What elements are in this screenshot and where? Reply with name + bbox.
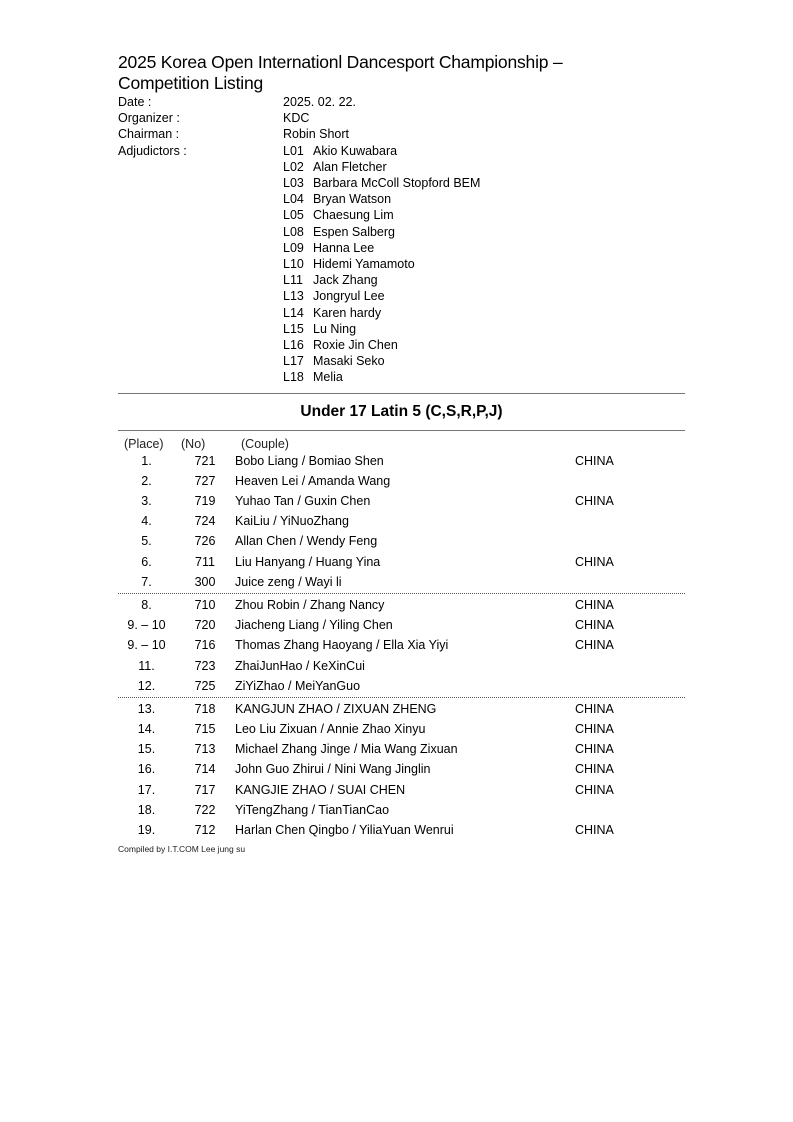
adjudicator-code: L04: [283, 192, 304, 207]
country-cell: CHINA: [575, 618, 614, 633]
couple-cell: KaiLiu / YiNuoZhang: [235, 514, 349, 529]
country-cell: [575, 531, 685, 551]
adjudicator-item: [283, 159, 685, 175]
number-cell: 718: [194, 701, 216, 716]
number-cell: 713: [194, 742, 216, 757]
adjudicator-item: [283, 288, 685, 304]
adjudicator-code: L09: [283, 240, 304, 255]
adjudicator-code: L03: [283, 176, 304, 191]
couple-cell: Heaven Lei / Amanda Wang: [235, 473, 391, 488]
number-cell: 722: [194, 802, 216, 817]
couple-cell: Michael Zhang Jinge / Mia Wang Zixuan: [235, 742, 458, 757]
adjudicator-code: L16: [283, 338, 304, 353]
place-cell: 8.: [141, 597, 152, 612]
number-cell: 716: [194, 638, 216, 653]
number-cell: 300: [194, 574, 216, 589]
couple-cell: Liu Hanyang / Huang Yina: [235, 554, 381, 569]
place-cell: 7.: [141, 574, 152, 589]
adjudicator-code: L17: [283, 354, 304, 369]
place-cell: 4.: [141, 514, 152, 529]
footer-credit: Compiled by I.T.COM Lee jung su: [118, 844, 246, 855]
table-row: [118, 451, 685, 471]
table-row: [118, 739, 685, 759]
place-cell: 12.: [137, 678, 156, 693]
organizer-label: Organizer :: [118, 111, 180, 126]
adjudicator-item: [283, 272, 685, 288]
number-cell: 725: [194, 678, 216, 693]
couple-cell: Allan Chen / Wendy Feng: [235, 534, 378, 549]
couple-cell: Leo Liu Zixuan / Annie Zhao Xinyu: [235, 722, 426, 737]
table-row: [118, 531, 685, 551]
header-place: (Place): [124, 436, 164, 451]
document-page: [118, 52, 685, 854]
adjudicator-name: Alan Fletcher: [313, 159, 387, 174]
number-cell: 719: [194, 494, 216, 509]
adjudicator-code: L13: [283, 289, 304, 304]
couple-cell: KANGJIE ZHAO / SUAI CHEN: [235, 782, 406, 797]
table-row: [118, 635, 685, 655]
adjudicator-name: Barbara McColl Stopford BEM: [313, 176, 481, 191]
date-value: 2025. 02. 22.: [283, 95, 356, 109]
adjudicators-label: Adjudictors :: [118, 143, 187, 158]
adjudicator-name: Hidemi Yamamoto: [313, 257, 415, 272]
country-cell: [575, 656, 685, 676]
couple-cell: Harlan Chen Qingbo / YiliaYuan Wenrui: [235, 823, 454, 838]
country-cell: [575, 572, 685, 592]
country-cell: CHINA: [575, 823, 614, 838]
place-cell: 17.: [137, 782, 156, 797]
table-row: [118, 491, 685, 511]
number-cell: 724: [194, 514, 216, 529]
adjudicator-name: Jack Zhang: [313, 273, 378, 288]
number-cell: 717: [194, 782, 216, 797]
adjudicator-item: [283, 353, 685, 369]
adjudicator-item: [283, 305, 685, 321]
adjudicator-item: [283, 143, 685, 159]
number-cell: 711: [195, 554, 215, 569]
meta-adjudicators: [118, 143, 685, 386]
meta-organizer: [118, 110, 685, 126]
couple-cell: Thomas Zhang Haoyang / Ella Xia Yiyi: [235, 638, 449, 653]
table-row: [118, 800, 685, 820]
country-cell: CHINA: [575, 453, 614, 468]
adjudicator-code: L05: [283, 208, 304, 223]
adjudicator-item: [283, 207, 685, 223]
event-title: Under 17 Latin 5 (C,S,R,P,J): [300, 402, 503, 420]
place-cell: 15.: [137, 742, 156, 757]
couple-cell: Jiacheng Liang / Yiling Chen: [235, 618, 393, 633]
adjudicator-item: [283, 240, 685, 256]
adjudicator-item: [283, 337, 685, 353]
couple-cell: John Guo Zhirui / Nini Wang Jinglin: [235, 762, 431, 777]
document-title: [118, 52, 685, 94]
table-row: [118, 615, 685, 635]
couple-cell: KANGJUN ZHAO / ZIXUAN ZHENG: [235, 701, 437, 716]
place-cell: 13.: [137, 701, 156, 716]
adjudicator-name: Bryan Watson: [313, 192, 392, 207]
table-row: [118, 820, 685, 840]
country-cell: [575, 471, 685, 491]
adjudicator-list: [283, 143, 685, 386]
table-row: [118, 780, 685, 800]
place-cell: 9. – 10: [127, 618, 166, 633]
place-cell: 16.: [137, 762, 156, 777]
adjudicator-code: L08: [283, 224, 304, 239]
adjudicator-code: L10: [283, 257, 304, 272]
title-line-2: Competition Listing: [118, 73, 264, 93]
number-cell: 714: [194, 762, 216, 777]
column-header: [118, 431, 685, 451]
header-no: (No): [181, 436, 206, 451]
country-cell: [575, 676, 685, 696]
adjudicator-code: L15: [283, 321, 304, 336]
chairman-value: Robin Short: [283, 127, 350, 142]
place-cell: 2.: [141, 473, 152, 488]
adjudicator-code: L01: [283, 143, 304, 158]
table-row: [118, 676, 685, 696]
country-cell: CHINA: [575, 762, 614, 777]
adjudicator-code: L14: [283, 305, 304, 320]
table-row: [118, 656, 685, 676]
number-cell: 712: [194, 823, 216, 838]
adjudicator-item: [283, 321, 685, 337]
number-cell: 710: [194, 597, 216, 612]
adjudicator-item: [283, 256, 685, 272]
couple-cell: ZiYiZhao / MeiYanGuo: [235, 678, 361, 693]
place-cell: 19.: [137, 823, 156, 838]
couple-cell: Yuhao Tan / Guxin Chen: [235, 494, 371, 509]
date-label: Date :: [118, 95, 152, 109]
adjudicator-code: L18: [283, 370, 304, 385]
group-separator: [118, 593, 685, 594]
adjudicator-name: Chaesung Lim: [313, 208, 394, 223]
number-cell: 720: [194, 618, 216, 633]
couple-cell: YiTengZhang / TianTianCao: [235, 802, 390, 817]
adjudicator-name: Hanna Lee: [313, 240, 375, 255]
table-row: [118, 572, 685, 592]
table-row: [118, 595, 685, 615]
place-cell: 9. – 10: [127, 638, 166, 653]
adjudicator-item: [283, 191, 685, 207]
couple-cell: Juice zeng / Wayi li: [235, 574, 342, 589]
place-cell: 11.: [138, 658, 155, 673]
couple-cell: Zhou Robin / Zhang Nancy: [235, 597, 385, 612]
number-cell: 723: [194, 658, 216, 673]
country-cell: CHINA: [575, 742, 614, 757]
country-cell: CHINA: [575, 597, 614, 612]
place-cell: 3.: [141, 494, 152, 509]
chairman-label: Chairman :: [118, 127, 180, 142]
adjudicator-name: Akio Kuwabara: [313, 143, 398, 158]
organizer-value: KDC: [283, 111, 310, 126]
table-row: [118, 511, 685, 531]
group-separator: [118, 697, 685, 698]
country-cell: CHINA: [575, 701, 614, 716]
place-cell: 14.: [137, 722, 156, 737]
adjudicator-name: Lu Ning: [313, 321, 357, 336]
place-cell: 5.: [141, 534, 152, 549]
table-row: [118, 699, 685, 719]
country-cell: CHINA: [575, 554, 614, 569]
results-table: [118, 451, 685, 841]
couple-cell: ZhaiJunHao / KeXinCui: [235, 658, 365, 673]
title-line-1: 2025 Korea Open Internationl Dancesport Championship –: [118, 52, 563, 72]
country-cell: [575, 800, 685, 820]
adjudicator-name: Masaki Seko: [313, 354, 385, 369]
header-couple: (Couple): [241, 436, 289, 451]
adjudicator-code: L11: [283, 273, 303, 288]
adjudicator-name: Jongryul Lee: [313, 289, 385, 304]
table-row: [118, 759, 685, 779]
place-cell: 6.: [141, 554, 152, 569]
number-cell: 726: [194, 534, 216, 549]
table-row: [118, 719, 685, 739]
adjudicator-item: [283, 175, 685, 191]
place-cell: 1.: [141, 453, 152, 468]
table-row: [118, 552, 685, 572]
adjudicator-item: [283, 224, 685, 240]
country-cell: CHINA: [575, 638, 614, 653]
number-cell: 715: [194, 722, 216, 737]
place-cell: 18.: [137, 802, 156, 817]
meta-date: [118, 94, 685, 110]
number-cell: 721: [194, 453, 216, 468]
adjudicator-name: Melia: [313, 370, 343, 385]
country-cell: [575, 511, 685, 531]
adjudicator-code: L02: [283, 159, 304, 174]
meta-chairman: [118, 126, 685, 142]
adjudicator-item: [283, 369, 685, 385]
adjudicator-name: Espen Salberg: [313, 224, 396, 239]
meta-block: [118, 94, 685, 386]
country-cell: CHINA: [575, 722, 614, 737]
adjudicator-name: Roxie Jin Chen: [313, 338, 398, 353]
country-cell: CHINA: [575, 782, 614, 797]
country-cell: CHINA: [575, 494, 614, 509]
adjudicator-name: Karen hardy: [313, 305, 382, 320]
table-row: [118, 471, 685, 491]
number-cell: 727: [194, 473, 216, 488]
couple-cell: Bobo Liang / Bomiao Shen: [235, 453, 384, 468]
